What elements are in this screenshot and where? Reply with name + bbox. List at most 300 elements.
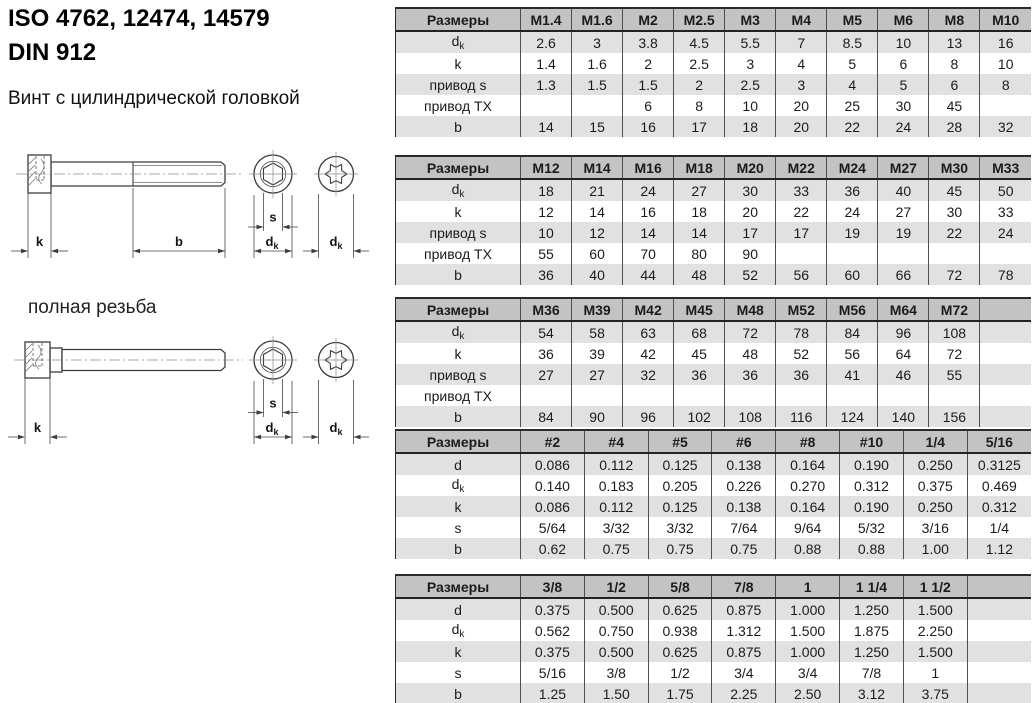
column-header: M16 (623, 156, 674, 179)
table-cell: 78 (776, 321, 827, 343)
table-cell (827, 385, 878, 406)
dk-dimension-torx (303, 194, 369, 258)
column-header: M27 (878, 156, 929, 179)
table-cell: 1.3 (521, 74, 572, 95)
column-header: 7/8 (712, 575, 776, 598)
table-cell (967, 620, 1031, 641)
table-cell: 72 (929, 343, 980, 364)
dimension-table (395, 574, 1031, 703)
row-label: $d_k$ (396, 475, 521, 496)
table-cell: 0.312 (967, 496, 1031, 517)
table-cell: 1.312 (712, 620, 776, 641)
table-cell: 0.086 (521, 453, 585, 475)
table-cell: 0.125 (648, 496, 712, 517)
table-row (396, 264, 1032, 285)
left-panel (0, 0, 392, 703)
table-cell: 14 (623, 222, 674, 243)
table-cell (980, 243, 1031, 264)
table-cell (980, 343, 1031, 364)
column-header: 1/2 (584, 575, 648, 598)
table-header-row (396, 575, 1032, 598)
table-cell (521, 95, 572, 116)
table-cell: 1.250 (840, 641, 904, 662)
table-cell: 32 (623, 364, 674, 385)
row-label: s (396, 662, 521, 683)
table-cell: 1.000 (776, 598, 840, 620)
table-cell: 70 (623, 243, 674, 264)
row-label: привод s (396, 222, 521, 243)
table-cell: 3 (725, 53, 776, 74)
table-cell: 6 (929, 74, 980, 95)
table-corner-header: Размеры (396, 430, 521, 453)
table-corner-header: Размеры (396, 8, 521, 31)
table-cell (878, 243, 929, 264)
column-header (980, 298, 1031, 321)
dk-dimension-torx (303, 380, 369, 444)
table-cell (623, 385, 674, 406)
column-header: M6 (878, 8, 929, 31)
table-cell: 24 (827, 201, 878, 222)
table-cell: 80 (674, 243, 725, 264)
table-cell: 60 (827, 264, 878, 285)
table-cell: 10 (878, 31, 929, 53)
table-row (396, 364, 1032, 385)
table-row (396, 31, 1032, 53)
row-label: $d_k$ (396, 620, 521, 641)
table-cell: 2.6 (521, 31, 572, 53)
table-cell: 9/64 (776, 517, 840, 538)
row-label: k (396, 53, 521, 74)
table-cell: 0.875 (712, 598, 776, 620)
table-cell: 14 (572, 201, 623, 222)
table-cell: 14 (674, 222, 725, 243)
table-cell: 90 (572, 406, 623, 427)
hex-socket-end-view (249, 150, 297, 198)
column-header: M1.4 (521, 8, 572, 31)
table-cell: 58 (572, 321, 623, 343)
table-cell: 90 (725, 243, 776, 264)
table-cell: 140 (878, 406, 929, 427)
table-cell: 32 (980, 116, 1031, 137)
row-label: привод TX (396, 95, 521, 116)
table-cell: 22 (827, 116, 878, 137)
table-cell (878, 385, 929, 406)
table-cell: 3/4 (776, 662, 840, 683)
table-cell: 20 (725, 201, 776, 222)
row-label: d (396, 598, 521, 620)
column-header: M39 (572, 298, 623, 321)
table-cell (967, 662, 1031, 683)
table-cell: 0.250 (903, 496, 967, 517)
table-cell: 60 (572, 243, 623, 264)
table-cell: 52 (725, 264, 776, 285)
table-cell: 45 (674, 343, 725, 364)
table-row (396, 598, 1032, 620)
table-cell: 66 (878, 264, 929, 285)
table-cell: 30 (878, 95, 929, 116)
row-label: $d_k$ (396, 31, 521, 53)
table-cell: 5 (827, 53, 878, 74)
table-cell: 0.138 (712, 496, 776, 517)
table-cell: 54 (521, 321, 572, 343)
table-cell: 0.375 (521, 598, 585, 620)
table-cell: 84 (521, 406, 572, 427)
row-label: $d_k$ (396, 321, 521, 343)
table-cell: 0.469 (967, 475, 1031, 496)
table-cell: 12 (572, 222, 623, 243)
table-cell: 5/16 (521, 662, 585, 683)
table-cell: 0.138 (712, 453, 776, 475)
table-cell: 48 (674, 264, 725, 285)
table-cell: 0.250 (903, 453, 967, 475)
svg-text:b: b (175, 234, 183, 249)
table-cell (980, 385, 1031, 406)
table-cell: 0.226 (712, 475, 776, 496)
table-cell: 24 (878, 116, 929, 137)
table-cell: 0.375 (903, 475, 967, 496)
table-cell: 27 (521, 364, 572, 385)
table-cell (980, 364, 1031, 385)
table-cell: 36 (725, 364, 776, 385)
table-cell (776, 243, 827, 264)
row-label: b (396, 116, 521, 137)
table-cell: 0.375 (521, 641, 585, 662)
column-header: #4 (584, 430, 648, 453)
dimension-table (395, 429, 1031, 559)
table-cell: 1.000 (776, 641, 840, 662)
row-label: k (396, 641, 521, 662)
table-cell: 41 (827, 364, 878, 385)
table-row (396, 475, 1032, 496)
table-cell: 18 (725, 116, 776, 137)
table-cell: 45 (929, 95, 980, 116)
row-label: b (396, 264, 521, 285)
svg-text:k: k (33, 420, 42, 435)
table-cell: 16 (623, 116, 674, 137)
column-header: M8 (929, 8, 980, 31)
table-cell: 1.5 (623, 74, 674, 95)
table-cell: 30 (725, 179, 776, 201)
table-cell: 3/4 (712, 662, 776, 683)
column-header: M1.6 (572, 8, 623, 31)
torx-end-view (314, 338, 358, 382)
product-subtitle: Винт с цилиндрической головкой (8, 88, 300, 109)
table-cell: 96 (623, 406, 674, 427)
table-cell: 1.5 (572, 74, 623, 95)
table-cell: 1.500 (776, 620, 840, 641)
table-cell: 19 (878, 222, 929, 243)
column-header: 5/8 (648, 575, 712, 598)
table-row (396, 95, 1032, 116)
table-cell: 8 (929, 53, 980, 74)
s-dimension (248, 193, 298, 231)
column-header: M48 (725, 298, 776, 321)
column-header: M56 (827, 298, 878, 321)
table-header-row (396, 156, 1032, 179)
table-cell: 7/8 (840, 662, 904, 683)
column-header: 1 1/2 (903, 575, 967, 598)
table-cell (980, 321, 1031, 343)
table-cell: 27 (572, 364, 623, 385)
table-cell (572, 95, 623, 116)
s-dimension (248, 379, 298, 417)
column-header: M64 (878, 298, 929, 321)
table-cell: 55 (929, 364, 980, 385)
svg-text:dk: $d_k$ (265, 420, 279, 437)
table-cell: 18 (674, 201, 725, 222)
screw-side-view (14, 342, 243, 378)
table-cell: 22 (776, 201, 827, 222)
table-cell: 0.562 (521, 620, 585, 641)
table-cell: 6 (878, 53, 929, 74)
screw-drawing-partial-thread (0, 140, 390, 268)
table-cell (980, 95, 1031, 116)
table-cell: 1.500 (903, 641, 967, 662)
screw-drawing-full-thread (0, 332, 390, 450)
standards-title-din: DIN 912 (8, 39, 97, 66)
k-dimension (11, 193, 68, 258)
table-row (396, 321, 1032, 343)
table-cell: 56 (776, 264, 827, 285)
table-cell (674, 385, 725, 406)
table-cell: 3 (572, 31, 623, 53)
table-cell: 2.25 (712, 683, 776, 703)
table-cell: 116 (776, 406, 827, 427)
table-cell: 3/32 (648, 517, 712, 538)
table-cell (929, 243, 980, 264)
table-cell: 78 (980, 264, 1031, 285)
table-cell: 0.112 (584, 496, 648, 517)
table-cell: 0.625 (648, 598, 712, 620)
column-header: 1 (776, 575, 840, 598)
table-cell: 27 (878, 201, 929, 222)
table-cell: 0.183 (584, 475, 648, 496)
table-row (396, 243, 1032, 264)
table-cell: 50 (980, 179, 1031, 201)
table-cell: 0.500 (584, 598, 648, 620)
column-header: M42 (623, 298, 674, 321)
table-cell: 108 (929, 321, 980, 343)
row-label: k (396, 496, 521, 517)
table-cell: 5.5 (725, 31, 776, 53)
table-cell: 19 (827, 222, 878, 243)
column-header: M33 (980, 156, 1031, 179)
table-cell: 1.250 (840, 598, 904, 620)
table-cell: 2.250 (903, 620, 967, 641)
table-cell: 0.88 (776, 538, 840, 559)
table-cell: 17 (776, 222, 827, 243)
column-header: 5/16 (967, 430, 1031, 453)
table-cell: 4.5 (674, 31, 725, 53)
column-header: M30 (929, 156, 980, 179)
row-label: b (396, 406, 521, 427)
table-row (396, 385, 1032, 406)
table-cell: 1.25 (521, 683, 585, 703)
table-cell: 1.6 (572, 53, 623, 74)
table-cell: 25 (827, 95, 878, 116)
table-cell: 21 (572, 179, 623, 201)
table-cell: 124 (827, 406, 878, 427)
table-cell: 48 (725, 343, 776, 364)
table-cell: 10 (521, 222, 572, 243)
table-cell: 108 (725, 406, 776, 427)
table-cell: 8 (674, 95, 725, 116)
table-cell: 36 (521, 264, 572, 285)
table-cell: 3/32 (584, 517, 648, 538)
table-cell: 96 (878, 321, 929, 343)
table-cell: 0.3125 (967, 453, 1031, 475)
table-metric-m1_4-m10 (395, 7, 1031, 137)
table-cell: 0.112 (584, 453, 648, 475)
table-cell: 72 (929, 264, 980, 285)
table-cell: 33 (776, 179, 827, 201)
table-row (396, 496, 1032, 517)
table-cell: 1.75 (648, 683, 712, 703)
screw-side-view (16, 155, 243, 193)
column-header: 1 1/4 (840, 575, 904, 598)
table-cell: 84 (827, 321, 878, 343)
column-header: M22 (776, 156, 827, 179)
row-label: привод s (396, 74, 521, 95)
table-cell: 0.75 (648, 538, 712, 559)
column-header: 3/8 (521, 575, 585, 598)
column-header: M4 (776, 8, 827, 31)
column-header: #8 (776, 430, 840, 453)
table-cell: 45 (929, 179, 980, 201)
table-cell: 52 (776, 343, 827, 364)
table-cell: 6 (623, 95, 674, 116)
table-cell: 0.62 (521, 538, 585, 559)
table-cell: 0.75 (712, 538, 776, 559)
table-cell: 0.270 (776, 475, 840, 496)
table-cell: 0.750 (584, 620, 648, 641)
svg-text:dk: $d_k$ (329, 420, 343, 437)
table-cell: 0.140 (521, 475, 585, 496)
table-cell (929, 385, 980, 406)
table-cell: 33 (980, 201, 1031, 222)
table-row (396, 179, 1032, 201)
table-row (396, 343, 1032, 364)
column-header: M72 (929, 298, 980, 321)
column-header: M10 (980, 8, 1031, 31)
dimension-table (395, 155, 1031, 285)
table-cell: 22 (929, 222, 980, 243)
table-cell: 8.5 (827, 31, 878, 53)
table-cell: 3 (776, 74, 827, 95)
table-row (396, 538, 1032, 559)
table-row (396, 453, 1032, 475)
table-cell: 1.00 (903, 538, 967, 559)
table-row (396, 517, 1032, 538)
column-header: M2.5 (674, 8, 725, 31)
table-row (396, 641, 1032, 662)
table-cell: 3.75 (903, 683, 967, 703)
table-cell: 36 (776, 364, 827, 385)
table-cell: 1.4 (521, 53, 572, 74)
table-cell: 28 (929, 116, 980, 137)
table-cell: 3/16 (903, 517, 967, 538)
table-cell: 0.190 (840, 496, 904, 517)
table-cell: 68 (674, 321, 725, 343)
dimension-table (395, 297, 1031, 427)
table-cell: 2 (674, 74, 725, 95)
table-cell (967, 683, 1031, 703)
table-cell: 156 (929, 406, 980, 427)
table-cell: 0.75 (584, 538, 648, 559)
table-cell: 18 (521, 179, 572, 201)
table-cell (967, 641, 1031, 662)
column-header: M45 (674, 298, 725, 321)
table-cell: 36 (827, 179, 878, 201)
column-header: M5 (827, 8, 878, 31)
row-label: привод s (396, 364, 521, 385)
table-cell (572, 385, 623, 406)
table-cell: 16 (980, 31, 1031, 53)
table-cell: 13 (929, 31, 980, 53)
row-label: b (396, 538, 521, 559)
column-header: #10 (840, 430, 904, 453)
table-cell: 0.086 (521, 496, 585, 517)
column-header: M14 (572, 156, 623, 179)
column-header: M52 (776, 298, 827, 321)
row-label: k (396, 201, 521, 222)
table-cell: 12 (521, 201, 572, 222)
column-header: #6 (712, 430, 776, 453)
standards-title-iso: ISO 4762, 12474, 14579 (8, 5, 270, 32)
table-row (396, 222, 1032, 243)
table-cell: 1/4 (967, 517, 1031, 538)
column-header: M2 (623, 8, 674, 31)
svg-text:dk: $d_k$ (329, 234, 343, 251)
table-cell: 42 (623, 343, 674, 364)
column-header: #5 (648, 430, 712, 453)
table-cell: 15 (572, 116, 623, 137)
table-cell: 0.164 (776, 453, 840, 475)
table-cell: 0.88 (840, 538, 904, 559)
table-cell: 1.50 (584, 683, 648, 703)
table-cell: 17 (674, 116, 725, 137)
table-row (396, 201, 1032, 222)
k-dimension (8, 378, 67, 444)
table-cell (521, 385, 572, 406)
table-cell: 5/64 (521, 517, 585, 538)
table-cell: 2.50 (776, 683, 840, 703)
table-row (396, 74, 1032, 95)
column-header: M12 (521, 156, 572, 179)
table-cell: 30 (929, 201, 980, 222)
table-cell (967, 598, 1031, 620)
column-header (967, 575, 1031, 598)
row-label: d (396, 453, 521, 475)
table-cell (827, 243, 878, 264)
table-cell: 0.875 (712, 641, 776, 662)
row-label: s (396, 517, 521, 538)
table-cell: 17 (725, 222, 776, 243)
table-metric-m36-m72 (395, 297, 1031, 427)
row-label: k (396, 343, 521, 364)
column-header: M20 (725, 156, 776, 179)
table-cell: 10 (725, 95, 776, 116)
torx-end-view (314, 152, 358, 196)
table-cell (980, 406, 1031, 427)
table-cell: 44 (623, 264, 674, 285)
table-cell: 3.12 (840, 683, 904, 703)
table-cell: 7 (776, 31, 827, 53)
table-cell: 0.938 (648, 620, 712, 641)
table-cell: 10 (980, 53, 1031, 74)
table-imperial-no2-5_16 (395, 429, 1031, 559)
table-cell: 0.164 (776, 496, 840, 517)
